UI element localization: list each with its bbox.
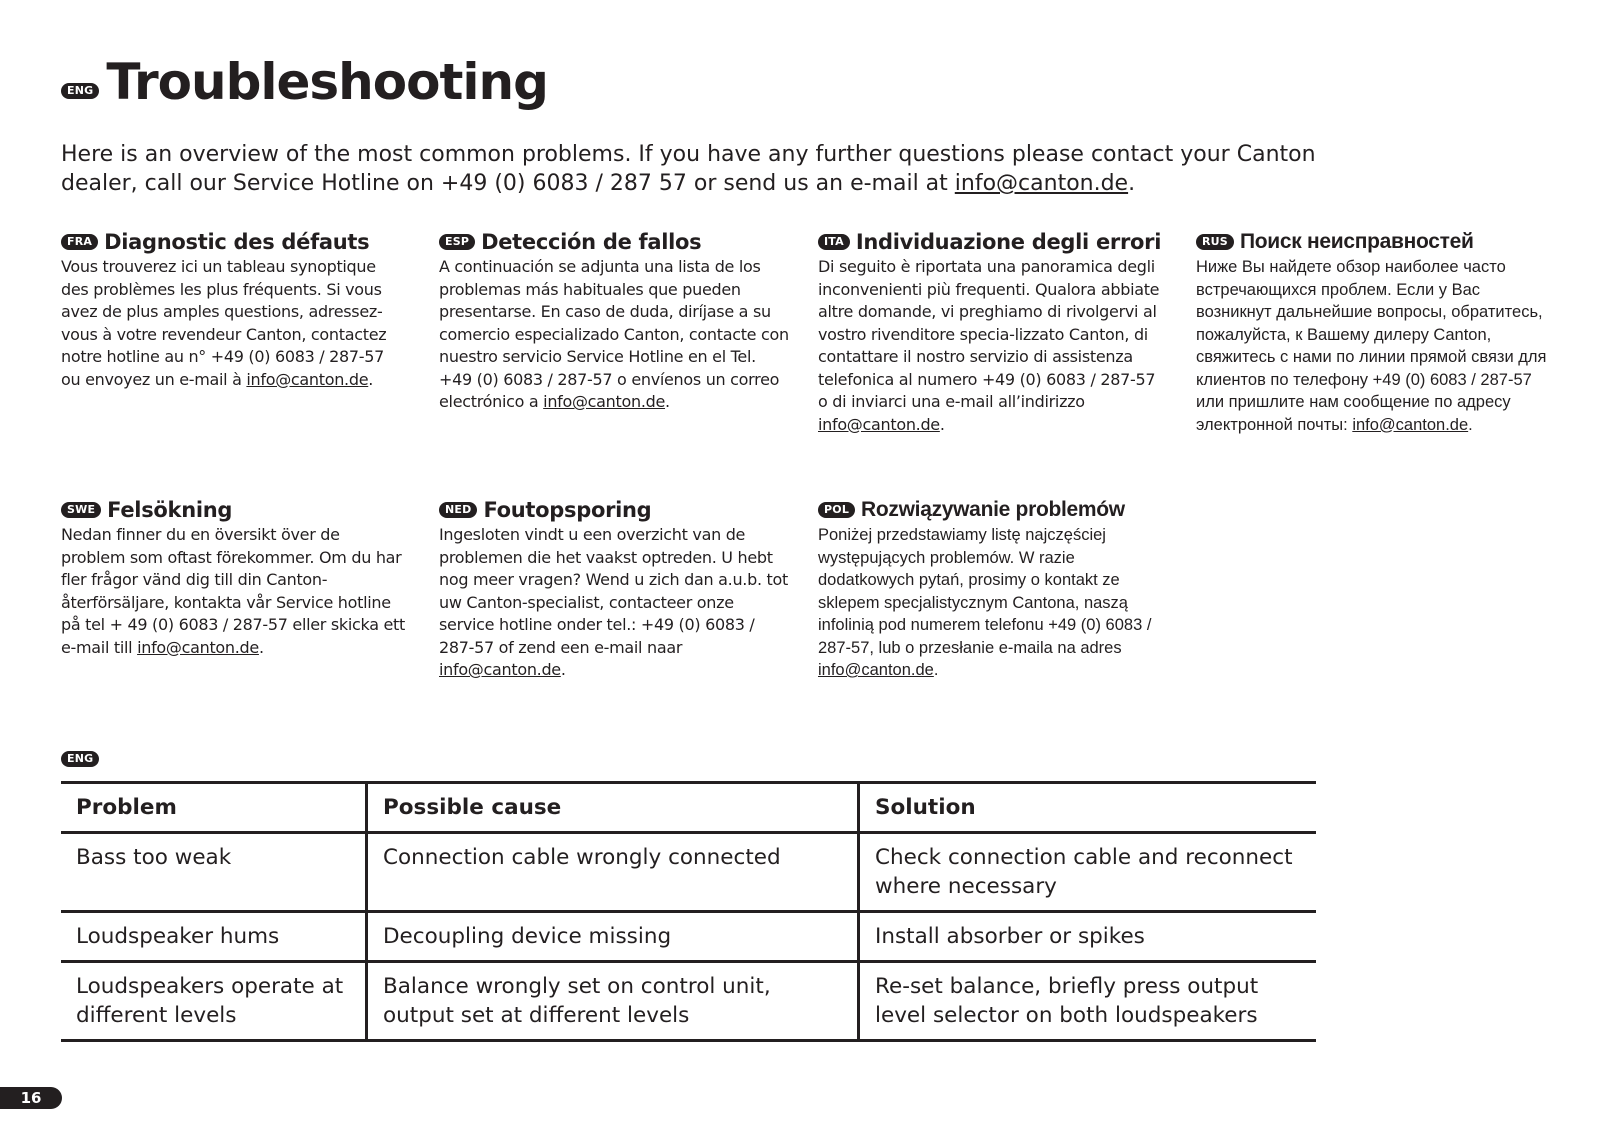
- email-link[interactable]: info@canton.de: [818, 661, 934, 679]
- page-title: Troubleshooting: [106, 53, 548, 111]
- cause-cell: Connection cable wrongly connected: [367, 833, 859, 912]
- cause-cell: Decoupling device missing: [367, 912, 859, 962]
- column-header-solution: Solution: [859, 783, 1317, 833]
- section-title: Foutopsporing: [483, 498, 652, 522]
- section-body: Di seguito è riportata una panoramica degli inconvenienti più frequenti. Qualora abbiate altre domande, vi preghiamo di rivolgervi al vostro rivenditore specia-lizzato Canton, di contattare il nostro servizio di assistenza telefonica al numero +49 (0) 6083 / 287-57 o di inviarci una e-mail all’indirizzo: [818, 257, 1160, 411]
- page-number: 16: [0, 1087, 62, 1109]
- page-header: [61, 52, 548, 112]
- language-badge: ESP: [439, 234, 475, 250]
- lang-section-ned: [439, 496, 789, 682]
- problem-cell: Bass too weak: [61, 833, 367, 912]
- section-body: Nedan finner du en översikt över de problem som oftast förekommer. Om du har fler frågor vänd dig till din Canton-återförsäljare, kontakta vår Service hotline på tel + 49 (0) 6083 / 287-57 eller skicka ett e-mail till: [61, 525, 405, 657]
- section-end: .: [665, 392, 670, 411]
- section-text: [61, 524, 406, 659]
- column-header-problem: Problem: [61, 783, 367, 833]
- intro-paragraph: [61, 140, 1361, 198]
- section-body: Vous trouverez ici un tableau synoptique des problèmes les plus fréquents. Si vous avez de plus amples questions, adressez-vous à votre revendeur Canton, contactez notre hotline au n° +49 (0) 6083 / 287-57 ou envoyez un e-mail à: [61, 257, 387, 389]
- email-link[interactable]: info@canton.de: [543, 392, 666, 411]
- column-header-cause: Possible cause: [367, 783, 859, 833]
- section-body: Ниже Вы найдете обзор наиболее часто встречающихся проблем. Если у Вас возникнут дальнейшие вопросы, обратитесь, пожалуйста, к Вашему дилеру Canton, свяжитесь с нами по линии прямой связи для клиентов по телефону +49 (0) 6083 / 287-57 или пришлите нам сообщение по адресу электронной почты:: [1196, 258, 1547, 434]
- lang-section-esp: [439, 228, 789, 414]
- language-badge: ITA: [818, 234, 850, 250]
- section-title: Detección de fallos: [481, 230, 702, 254]
- table-header-row: [61, 783, 1316, 833]
- section-end: .: [939, 414, 945, 434]
- table-row: [61, 912, 1316, 962]
- section-end: .: [933, 661, 939, 679]
- language-badge: ENG: [61, 83, 99, 99]
- table-language-badge: ENG: [61, 751, 99, 767]
- section-body: Ingesloten vindt u een overzicht van de problemen die het vaakst optreden. U hebt nog meer vragen? Wend u zich dan a.u.b. tot uw Canton-specialist, contacteer onze service hotline onder tel.: +49 (0) 6083 / 287-57 of zend een e-mail naar: [439, 525, 788, 657]
- section-title: Diagnostic des défauts: [104, 230, 370, 254]
- email-link[interactable]: info@canton.de: [137, 637, 259, 657]
- intro-text: Here is an overview of the most common problems. If you have any further questions please contact your Canton dealer, call our Service Hotline on +49 (0) 6083 / 287 57 or send us an e-mail at: [61, 142, 1316, 196]
- language-badge: SWE: [61, 502, 101, 518]
- section-text: [439, 256, 789, 414]
- lang-section-swe: [61, 496, 406, 659]
- section-end: .: [1468, 415, 1473, 434]
- email-link[interactable]: info@canton.de: [818, 414, 940, 434]
- section-text: [439, 524, 789, 682]
- email-link[interactable]: info@canton.de: [246, 369, 369, 389]
- email-link[interactable]: info@canton.de: [1352, 415, 1469, 434]
- section-title: Rozwiązywanie problemów: [861, 498, 1125, 521]
- lang-section-pol: [818, 496, 1168, 682]
- section-text: [1196, 256, 1551, 436]
- section-end: .: [368, 369, 374, 389]
- language-badge: FRA: [61, 234, 98, 250]
- lang-section-rus: [1196, 228, 1551, 436]
- language-badge: POL: [818, 502, 855, 518]
- problem-cell: Loudspeakers operate at different levels: [61, 962, 367, 1041]
- section-title: Поиск неисправностей: [1239, 230, 1474, 253]
- solution-cell: Check connection cable and reconnect where necessary: [859, 833, 1317, 912]
- section-text: [818, 524, 1168, 682]
- table-row: [61, 833, 1316, 912]
- cause-cell: Balance wrongly set on control unit, output set at different levels: [367, 962, 859, 1041]
- troubleshooting-table: [61, 781, 1316, 1042]
- problem-cell: Loudspeaker hums: [61, 912, 367, 962]
- solution-cell: Install absorber or spikes: [859, 912, 1317, 962]
- lang-section-ita: [818, 228, 1168, 436]
- intro-end: .: [1128, 171, 1136, 196]
- section-body: Poniżej przedstawiamy listę najczęściej występujących problemów. W razie dodatkowych pytań, prosimy o kontakt ze sklepem specjalistycznym Cantona, naszą infolinią pod numerem telefonu +49 (0) 6083 / 287-57, lub o przesłanie e-maila na adres: [818, 526, 1152, 657]
- section-body: A continuación se adjunta una lista de los problemas más habituales que pueden presentarse. En caso de duda, diríjase a su comercio especializado Canton, contacte con nuestro servicio Service Hotline en el Tel. +49 (0) 6083 / 287-57 o envíenos un correo electrónico a: [439, 257, 789, 411]
- language-badge: NED: [439, 502, 477, 518]
- email-link[interactable]: info@canton.de: [954, 171, 1129, 196]
- section-text: [61, 256, 406, 391]
- table-row: [61, 962, 1316, 1041]
- section-end: .: [258, 637, 264, 657]
- language-badge: RUS: [1196, 234, 1234, 250]
- section-text: [818, 256, 1168, 436]
- section-title: Felsökning: [107, 498, 233, 522]
- solution-cell: Re-set balance, briefly press output level selector on both loudspeakers: [859, 962, 1317, 1041]
- section-title: Individuazione degli errori: [855, 230, 1162, 254]
- email-link[interactable]: info@canton.de: [439, 660, 561, 679]
- lang-section-fra: [61, 228, 406, 391]
- section-end: .: [560, 660, 566, 679]
